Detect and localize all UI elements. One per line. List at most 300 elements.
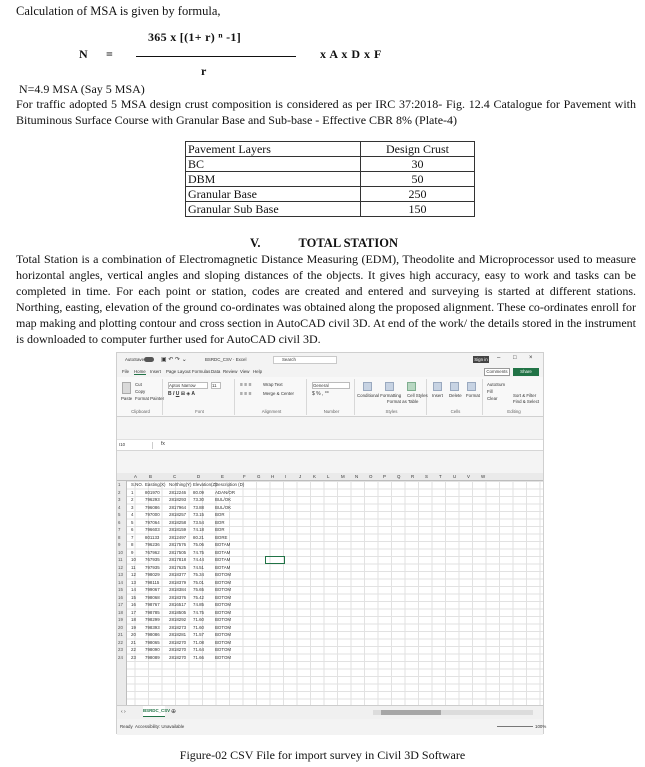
format-table-button[interactable]: Format as Table	[387, 399, 419, 404]
table-cell[interactable]: 798785	[145, 609, 160, 615]
delete-button[interactable]: Delete	[449, 393, 462, 398]
row-number: 15	[118, 587, 123, 592]
tab-page-layout[interactable]: Page Layout	[166, 369, 191, 374]
table-row	[117, 526, 237, 534]
layer-cell: DBM	[186, 172, 361, 187]
table-cell[interactable]: 797064	[145, 519, 160, 525]
column-header[interactable]: B	[149, 474, 152, 479]
sign-in-button[interactable]: Sign in	[474, 357, 488, 362]
column-header[interactable]: L	[327, 474, 330, 479]
tab-data[interactable]: Data	[211, 369, 221, 374]
number-group	[309, 379, 355, 415]
table-cell[interactable]: 2818379	[169, 579, 187, 585]
intro-text: Calculation of MSA is given by formula,	[16, 4, 221, 18]
table-cell[interactable]: BOTAM	[215, 542, 231, 547]
table-row	[117, 631, 237, 639]
column-header[interactable]: E	[221, 474, 224, 479]
table-cell[interactable]: 798767	[145, 602, 160, 607]
table-cell[interactable]: 75.01	[193, 579, 204, 585]
excel-screenshot	[116, 352, 547, 734]
table-cell[interactable]: 796236	[145, 542, 160, 547]
sheet-tab[interactable]: BSRDC_CSV	[143, 706, 165, 717]
table-cell[interactable]: 74.85	[193, 602, 204, 607]
editing-group	[485, 379, 543, 415]
table-cell[interactable]: 74.75	[193, 549, 204, 555]
clear-button[interactable]: Clear	[487, 396, 498, 401]
table-cell[interactable]: 798068	[145, 594, 160, 600]
table-row	[117, 549, 237, 557]
table-cell[interactable]: 4	[131, 512, 134, 517]
table-cell[interactable]: 796603	[145, 527, 160, 532]
tab-view[interactable]: View	[240, 369, 250, 374]
design-crust-table	[185, 141, 475, 217]
table-cell[interactable]: 798029	[145, 572, 160, 577]
table-cell[interactable]: 80.21	[193, 534, 204, 540]
fill-button[interactable]: Fill	[487, 389, 493, 394]
zoom-slider[interactable]	[497, 726, 533, 727]
table-cell[interactable]: 801970	[145, 489, 160, 495]
formula-fraction-line	[136, 56, 296, 57]
row-number: 1	[118, 482, 121, 487]
table-cell[interactable]: 2817505	[169, 549, 187, 555]
delete-cells-icon[interactable]	[450, 382, 459, 391]
bold-icon[interactable]: B I U ⊞ ◈ A	[168, 391, 196, 397]
row-number: 7	[118, 527, 121, 532]
row-number: 10	[118, 549, 123, 555]
table-cell[interactable]: 8	[131, 542, 134, 547]
row-number: 13	[118, 572, 123, 577]
font-name-select[interactable]: Aptos Narrow	[168, 382, 208, 389]
section-number: V.	[250, 236, 261, 250]
table-cell[interactable]: 73.88	[193, 504, 204, 510]
table-row	[117, 496, 237, 504]
ribbon-tabs	[117, 367, 543, 377]
table-row	[186, 187, 475, 202]
table-cell[interactable]: 2817576	[169, 542, 187, 547]
table-cell[interactable]: 2818159	[169, 527, 187, 532]
table-cell[interactable]: 9	[131, 549, 134, 555]
table-cell[interactable]: 15	[131, 594, 136, 600]
table-cell[interactable]: 75.42	[193, 594, 204, 600]
table-cell[interactable]: 74.44	[193, 557, 204, 562]
sheet-bar	[117, 705, 543, 719]
table-cell[interactable]: 796293	[145, 497, 160, 502]
column-header[interactable]: N	[355, 474, 359, 479]
table-row	[117, 556, 237, 564]
scrollbar-thumb[interactable]	[381, 710, 441, 715]
search-input[interactable]: Search	[273, 356, 337, 364]
tab-help[interactable]: Help	[253, 369, 263, 374]
table-cell[interactable]: 71.64	[193, 647, 204, 652]
table-row	[117, 616, 237, 624]
alignment-label: Alignment	[261, 409, 282, 414]
column-header[interactable]: I	[285, 474, 287, 479]
table-cell[interactable]: BOTOM	[215, 647, 232, 652]
table-row	[117, 646, 237, 654]
table-cell[interactable]: 2817964	[169, 504, 187, 510]
table-cell[interactable]: BOTAM	[215, 557, 231, 562]
formula-lhs: N	[79, 47, 88, 61]
table-header-row	[186, 142, 475, 157]
table-cell[interactable]: BOTOM	[215, 639, 232, 645]
total-station-paragraph: Total Station is a combination of Electromagnetic Distance Measuring (EDM), Theodolite and Microprocessor used to measure horizontal angles, vertical angles and sloping distances of the objects. It gives high accuracy, easy to work and tasks can be completed in time. For each point or station, codes are created and entered and surveying is started at different stations. Northing, easting, elevation of the ground co-ordinates was obtained along the proposed alignment. These co-ordinates enroll for map making and plotting contour and cross section in AutoCAD civil 3D. At end of the work/ the details stored in the instrument is downloaded to computer further used for AutoCAD civil 3D.	[16, 252, 636, 346]
row-number: 19	[118, 617, 123, 622]
autosave-toggle[interactable]	[144, 357, 154, 362]
column-header[interactable]: F	[243, 474, 246, 479]
align-icon[interactable]: ≡ ≡ ≡	[240, 382, 252, 388]
share-button[interactable]: Share	[513, 368, 539, 376]
table-cell[interactable]: 73.54	[193, 519, 204, 525]
crust-cell: 150	[361, 202, 475, 217]
table-cell[interactable]: 74.75	[193, 609, 204, 615]
table-cell[interactable]: 73.30	[193, 497, 204, 502]
table-cell[interactable]: BOTOM	[215, 609, 232, 615]
insert-cells-icon[interactable]	[433, 382, 442, 391]
column-header[interactable]: T	[439, 474, 442, 479]
column-headers	[117, 473, 543, 481]
name-box[interactable]: I10	[119, 442, 153, 449]
table-cell[interactable]: 23	[131, 654, 136, 660]
file-name: BSRDC_CSV · Excel	[205, 357, 247, 362]
header-pavement-layers: Pavement Layers	[186, 142, 361, 157]
table-cell[interactable]: 19	[131, 624, 136, 630]
traffic-paragraph: For traffic adopted 5 MSA design crust composition is considered as per IRC 37:2018- Fig. 12.4 Catalogue for Pavement with Bituminous Surface Course with Granular Base and Sub-base - Effective CBR 8% (Plate-4)	[16, 97, 636, 127]
table-cell[interactable]: 6	[131, 527, 134, 532]
close-icon[interactable]: ×	[529, 355, 533, 361]
crust-cell: 30	[361, 157, 475, 172]
format-painter-button[interactable]: Format Painter	[135, 396, 165, 401]
table-cell[interactable]: 2818258	[169, 519, 187, 525]
table-cell[interactable]: 801133	[145, 534, 160, 540]
column-header[interactable]: G	[257, 474, 261, 479]
row-number: 12	[118, 564, 123, 570]
table-row	[117, 534, 237, 542]
tab-formulas[interactable]: Formulas	[192, 369, 211, 374]
table-cell[interactable]: 17	[131, 609, 136, 615]
table-row	[117, 481, 245, 489]
conditional-formatting-icon[interactable]	[363, 382, 372, 391]
justify-icon[interactable]: ≡ ≡ ≡	[240, 391, 252, 397]
table-row	[117, 586, 237, 594]
column-header[interactable]: W	[481, 474, 486, 479]
table-cell[interactable]: 2818377	[169, 572, 187, 577]
merge-center-button[interactable]: Merge & Center	[263, 391, 294, 396]
table-cell[interactable]: 799067	[145, 587, 160, 592]
column-header[interactable]: R	[411, 474, 415, 479]
header-northing[interactable]: Northing(Y)	[169, 482, 192, 487]
cell-styles-button[interactable]: Cell Styles	[407, 393, 428, 398]
table-cell[interactable]: 2818270	[169, 647, 187, 652]
table-cell[interactable]: 2818270	[169, 639, 187, 645]
table-cell[interactable]: 2818273	[169, 624, 187, 630]
alignment-group	[237, 379, 307, 415]
table-row	[117, 609, 237, 617]
section-title: TOTAL STATION	[298, 236, 399, 250]
column-header[interactable]: C	[173, 474, 177, 479]
accessibility-status[interactable]: Accessibility: Unavailable	[135, 724, 185, 729]
table-row	[117, 541, 237, 549]
table-row	[117, 511, 237, 519]
table-cell[interactable]: 798090	[145, 647, 160, 652]
table-row	[117, 579, 237, 587]
cut-button[interactable]: Cut	[135, 382, 142, 387]
table-cell[interactable]: 71.66	[193, 654, 204, 660]
row-number: 18	[118, 609, 123, 615]
column-header[interactable]: H	[271, 474, 275, 479]
comments-button[interactable]: Comments	[484, 368, 510, 376]
font-size-select[interactable]: 11	[211, 382, 221, 389]
formula-equals: =	[106, 47, 113, 61]
table-cell[interactable]: BOTOM	[215, 654, 232, 660]
format-cells-icon[interactable]	[467, 382, 476, 391]
row-number: 11	[118, 557, 123, 562]
crust-cell: 50	[361, 172, 475, 187]
table-cell[interactable]: BOR	[215, 527, 225, 532]
table-row	[186, 202, 475, 217]
copy-button[interactable]: Copy	[135, 389, 146, 394]
column-header[interactable]: V	[467, 474, 470, 479]
table-cell[interactable]: 11	[131, 564, 136, 570]
table-cell[interactable]: 2818281	[169, 632, 187, 637]
sheet-nav-icon[interactable]: ‹ ›	[121, 709, 126, 715]
header-description[interactable]: Description (D)	[215, 482, 245, 487]
table-cell[interactable]: 5	[131, 519, 134, 525]
find-select-button[interactable]: Find & Select	[513, 399, 540, 404]
tab-home[interactable]: Home	[134, 369, 146, 374]
table-cell[interactable]: 2812246	[169, 489, 187, 495]
table-cell[interactable]: BOR	[215, 512, 225, 517]
table-cell[interactable]: 767935	[145, 557, 160, 562]
selected-cell[interactable]	[265, 556, 285, 564]
table-cell[interactable]: 74.18	[193, 527, 204, 532]
row-number: 16	[118, 594, 123, 600]
table-cell[interactable]: 2816517	[169, 602, 187, 607]
table-cell[interactable]: BOTOM	[215, 632, 232, 637]
table-cell[interactable]: BOTAM	[215, 549, 231, 555]
table-row	[117, 624, 237, 632]
table-cell[interactable]: BOTOM	[215, 579, 232, 585]
table-cell[interactable]: 21	[131, 639, 136, 645]
paste-icon[interactable]	[122, 382, 131, 394]
insert-button[interactable]: Insert	[432, 393, 443, 398]
table-cell[interactable]: 13	[131, 579, 136, 585]
table-cell[interactable]: 798115	[145, 579, 160, 585]
table-cell[interactable]: BOTOM	[215, 572, 232, 577]
table-cell[interactable]: 2818270	[169, 654, 187, 660]
add-sheet-icon[interactable]: ⊕	[171, 709, 177, 715]
table-row	[117, 489, 237, 497]
table-cell[interactable]: 75.65	[193, 587, 204, 592]
row-number: 21	[118, 632, 123, 637]
table-cell[interactable]: 14	[131, 587, 136, 592]
row-number: 17	[118, 602, 123, 607]
format-table-icon[interactable]	[385, 382, 394, 391]
header-elevation[interactable]: Elevation(Z)	[193, 482, 217, 487]
formula-numerator: 365 x [(1+ r) ⁿ -1]	[148, 30, 242, 44]
table-cell[interactable]: 2818505	[169, 609, 187, 615]
maximize-icon[interactable]: □	[513, 355, 517, 361]
table-row	[186, 172, 475, 187]
row-number: 5	[118, 512, 121, 517]
row-number: 4	[118, 504, 121, 510]
table-cell[interactable]: 2818376	[169, 594, 187, 600]
column-header[interactable]: Q	[397, 474, 401, 479]
spreadsheet-grid[interactable]	[117, 481, 543, 705]
table-cell[interactable]: BUL/OK	[215, 497, 232, 502]
row-number: 20	[118, 624, 123, 630]
styles-label: Styles	[385, 409, 398, 414]
figure-caption: Figure-02 CSV File for import survey in Civil 3D Software	[179, 748, 466, 762]
cells-label: Cells	[450, 409, 461, 414]
sort-filter-button[interactable]: Sort & Filter	[513, 393, 537, 398]
table-cell[interactable]: 2817818	[169, 557, 187, 562]
table-cell[interactable]: 74.51	[193, 564, 204, 570]
table-cell[interactable]: 22	[131, 647, 136, 652]
table-cell[interactable]: 75.06	[193, 542, 204, 547]
table-row	[117, 594, 237, 602]
clipboard-group	[119, 379, 163, 415]
table-cell[interactable]: 2812497	[169, 534, 187, 540]
header-design-crust: Design Crust	[361, 142, 475, 157]
table-row	[117, 504, 237, 512]
table-cell[interactable]: 3	[131, 504, 134, 510]
table-cell[interactable]: 75.34	[193, 572, 204, 577]
conditional-formatting-button[interactable]: Conditional Formatting	[357, 393, 402, 398]
layer-cell: BC	[186, 157, 361, 172]
table-cell[interactable]: BOR	[215, 519, 225, 525]
table-cell[interactable]: 798089	[145, 654, 160, 660]
table-cell[interactable]: 1	[131, 489, 134, 495]
table-cell[interactable]: ADAN/OR	[215, 489, 236, 495]
table-cell[interactable]: BOTOM	[215, 587, 232, 592]
ribbon	[117, 377, 543, 417]
currency-icon[interactable]: $ % , ⁰⁰	[312, 391, 329, 397]
table-cell[interactable]: 20	[131, 632, 136, 637]
row-number: 6	[118, 519, 121, 525]
table-cell[interactable]: 798299	[145, 617, 160, 622]
table-cell[interactable]: BOTOM	[215, 594, 232, 600]
table-cell[interactable]: BORE	[215, 534, 228, 540]
column-header[interactable]: K	[313, 474, 316, 479]
number-format-select[interactable]: General	[312, 382, 350, 389]
table-cell[interactable]: 2818257	[169, 512, 187, 517]
crust-cell: 250	[361, 187, 475, 202]
autosave-label: AutoSave	[125, 357, 145, 362]
tab-file[interactable]: File	[122, 369, 130, 374]
number-label: Number	[323, 409, 340, 414]
minimize-icon[interactable]: –	[497, 355, 501, 361]
zoom-level[interactable]: 100%	[535, 724, 547, 729]
column-header[interactable]: U	[453, 474, 457, 479]
cells-group	[429, 379, 483, 415]
header-easting[interactable]: Easting(X)	[145, 482, 166, 487]
table-row	[117, 601, 237, 609]
table-cell[interactable]: 2818384	[169, 587, 187, 592]
table-row	[117, 639, 237, 647]
font-group	[165, 379, 235, 415]
table-cell[interactable]: 798393	[145, 624, 160, 630]
row-number: 14	[118, 579, 123, 585]
tab-insert[interactable]: Insert	[150, 369, 161, 374]
header-sno[interactable]: S.NO.	[131, 482, 143, 487]
table-cell[interactable]: 2	[131, 497, 134, 502]
row-number: 8	[118, 534, 121, 540]
table-cell[interactable]: 797935	[145, 564, 160, 570]
column-header[interactable]: J	[299, 474, 302, 479]
column-header[interactable]: D	[197, 474, 201, 479]
table-cell[interactable]: 16	[131, 602, 136, 607]
table-row	[117, 519, 237, 527]
table-cell[interactable]: 7	[131, 534, 134, 540]
formula-rhs: x A x D x F	[320, 47, 382, 61]
table-cell[interactable]: 71.60	[193, 617, 204, 622]
autosum-button[interactable]: AutoSum	[487, 382, 506, 387]
table-cell[interactable]: 2818293	[169, 497, 187, 502]
fx-icon[interactable]: fx	[161, 441, 165, 447]
column-header[interactable]: P	[383, 474, 386, 479]
wrap-text-button[interactable]: Wrap Text	[263, 382, 283, 387]
column-header[interactable]: M	[341, 474, 345, 479]
excel-title-bar	[117, 353, 543, 367]
table-row	[117, 654, 237, 662]
table-cell[interactable]: 71.57	[193, 632, 204, 637]
table-cell[interactable]: 71.60	[193, 624, 204, 630]
row-number: 9	[118, 542, 121, 547]
cell-styles-icon[interactable]	[407, 382, 416, 391]
table-row	[186, 157, 475, 172]
row-number: 3	[118, 497, 121, 502]
table-cell[interactable]: 2817625	[169, 564, 187, 570]
section-heading	[250, 236, 398, 251]
row-number: 2	[118, 489, 121, 495]
table-cell[interactable]: BOTOM	[215, 624, 232, 630]
table-cell[interactable]: 767962	[145, 549, 160, 555]
column-header[interactable]: A	[134, 474, 137, 479]
table-cell[interactable]: 73.15	[193, 512, 204, 517]
font-label: Font	[195, 409, 204, 414]
table-cell[interactable]: 80.09	[193, 489, 204, 495]
table-cell[interactable]: 797000	[145, 512, 160, 517]
table-cell[interactable]: 796086	[145, 504, 160, 510]
formula-bar	[117, 439, 543, 451]
table-cell[interactable]: BOTAM	[215, 564, 231, 570]
formula-denominator: r	[201, 64, 207, 78]
layer-cell: Granular Sub Base	[186, 202, 361, 217]
column-header[interactable]: O	[369, 474, 373, 479]
table-row	[117, 564, 237, 572]
table-cell[interactable]: 12	[131, 572, 136, 577]
table-cell[interactable]: 18	[131, 617, 136, 622]
table-cell[interactable]: 798065	[145, 639, 160, 645]
layer-cell: Granular Base	[186, 187, 361, 202]
table-cell[interactable]: BUL/OK	[215, 504, 232, 510]
row-number: 24	[118, 654, 123, 660]
status-bar	[117, 719, 547, 735]
column-header[interactable]: S	[425, 474, 428, 479]
save-icon[interactable]: ▣ ↶ ↷ ⌄	[161, 357, 187, 363]
format-button[interactable]: Format	[466, 393, 480, 398]
table-cell[interactable]: 10	[131, 557, 136, 562]
table-cell[interactable]: 71.08	[193, 639, 204, 645]
table-cell[interactable]: BOTOM	[215, 602, 232, 607]
editing-label: Editing	[507, 409, 521, 414]
table-cell[interactable]: 2818292	[169, 617, 187, 622]
horizontal-scrollbar[interactable]	[373, 710, 533, 715]
status-ready: Ready	[120, 724, 133, 729]
tab-review[interactable]: Review	[223, 369, 238, 374]
table-cell[interactable]: 798086	[145, 632, 160, 637]
table-cell[interactable]: BOTOM	[215, 617, 232, 622]
